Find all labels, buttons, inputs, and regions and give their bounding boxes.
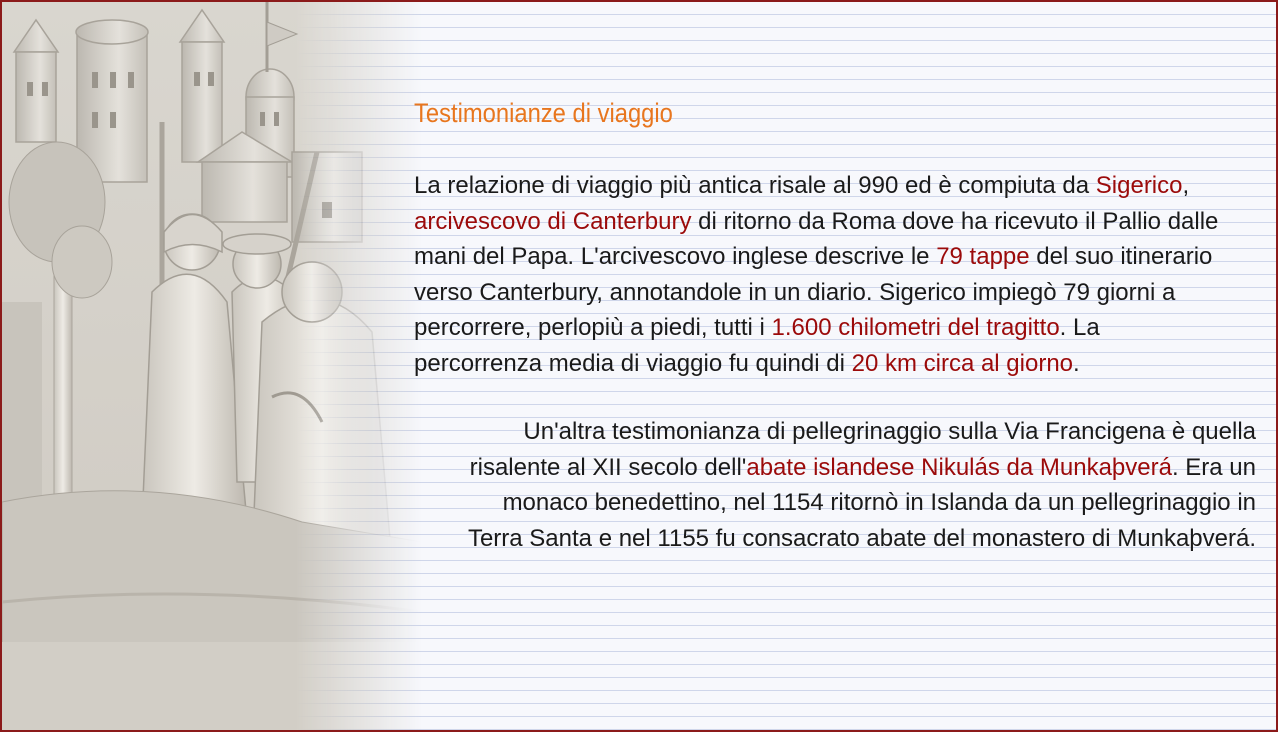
highlighted-text: abate islandese Nikulás da Munkaþverá bbox=[746, 453, 1172, 481]
text-segment: La relazione di viaggio più antica risale al 990 ed è compiuta da bbox=[414, 172, 1096, 199]
paragraph-sigerico bbox=[414, 168, 1256, 381]
text-line bbox=[414, 275, 1256, 311]
text-segment: Un'altra testimonianza di pellegrinaggio sulla Via Francigena è quella bbox=[523, 418, 1256, 445]
text-segment: mani del Papa. L'arcivescovo inglese descrive le bbox=[414, 243, 937, 270]
highlighted-text: 79 tappe bbox=[936, 243, 1030, 270]
highlighted-text: 20 km circa al giorno bbox=[851, 349, 1074, 377]
text-segment: . Era un bbox=[1171, 453, 1256, 481]
highlighted-text: 1.600 chilometri del tragitto bbox=[771, 314, 1060, 341]
text-line bbox=[414, 450, 1256, 486]
text-segment: del suo itinerario bbox=[1029, 243, 1213, 270]
text-segment: . La bbox=[1059, 314, 1100, 341]
highlighted-text: arcivescovo di Canterbury bbox=[414, 207, 692, 235]
text-line bbox=[414, 414, 1256, 450]
text-segment: percorrenza media di viaggio fu quindi di bbox=[414, 349, 852, 377]
text-segment: Terra Santa e nel 1155 fu consacrato abate del monastero di Munkaþverá. bbox=[467, 524, 1256, 552]
section-heading: Testimonianze di viaggio bbox=[414, 98, 673, 128]
text-line bbox=[414, 346, 1256, 382]
highlighted-text: Sigerico bbox=[1095, 172, 1183, 199]
text-segment: . bbox=[1073, 349, 1080, 377]
text-line bbox=[414, 204, 1256, 240]
text-line bbox=[414, 310, 1256, 346]
text-line bbox=[414, 168, 1256, 204]
text-segment: di ritorno da Roma dove ha ricevuto il Pallio dalle bbox=[691, 207, 1219, 235]
text-segment: monaco benedettino, nel 1154 ritornò in Islanda da un pellegrinaggio in bbox=[502, 489, 1256, 516]
text-line bbox=[414, 485, 1256, 521]
text-line bbox=[414, 521, 1256, 557]
paragraph-nikulas bbox=[414, 414, 1256, 556]
text-segment: verso Canterbury, annotandole in un diario. Sigerico impiegò 79 giorni a bbox=[414, 278, 1176, 306]
text-segment: , bbox=[1182, 172, 1190, 199]
text-segment: percorrere, perlopiù a piedi, tutti i bbox=[414, 314, 772, 341]
stone-relief-pilgrims-image bbox=[2, 2, 422, 730]
text-line bbox=[414, 239, 1256, 275]
text-segment: risalente al XII secolo dell' bbox=[469, 453, 747, 481]
